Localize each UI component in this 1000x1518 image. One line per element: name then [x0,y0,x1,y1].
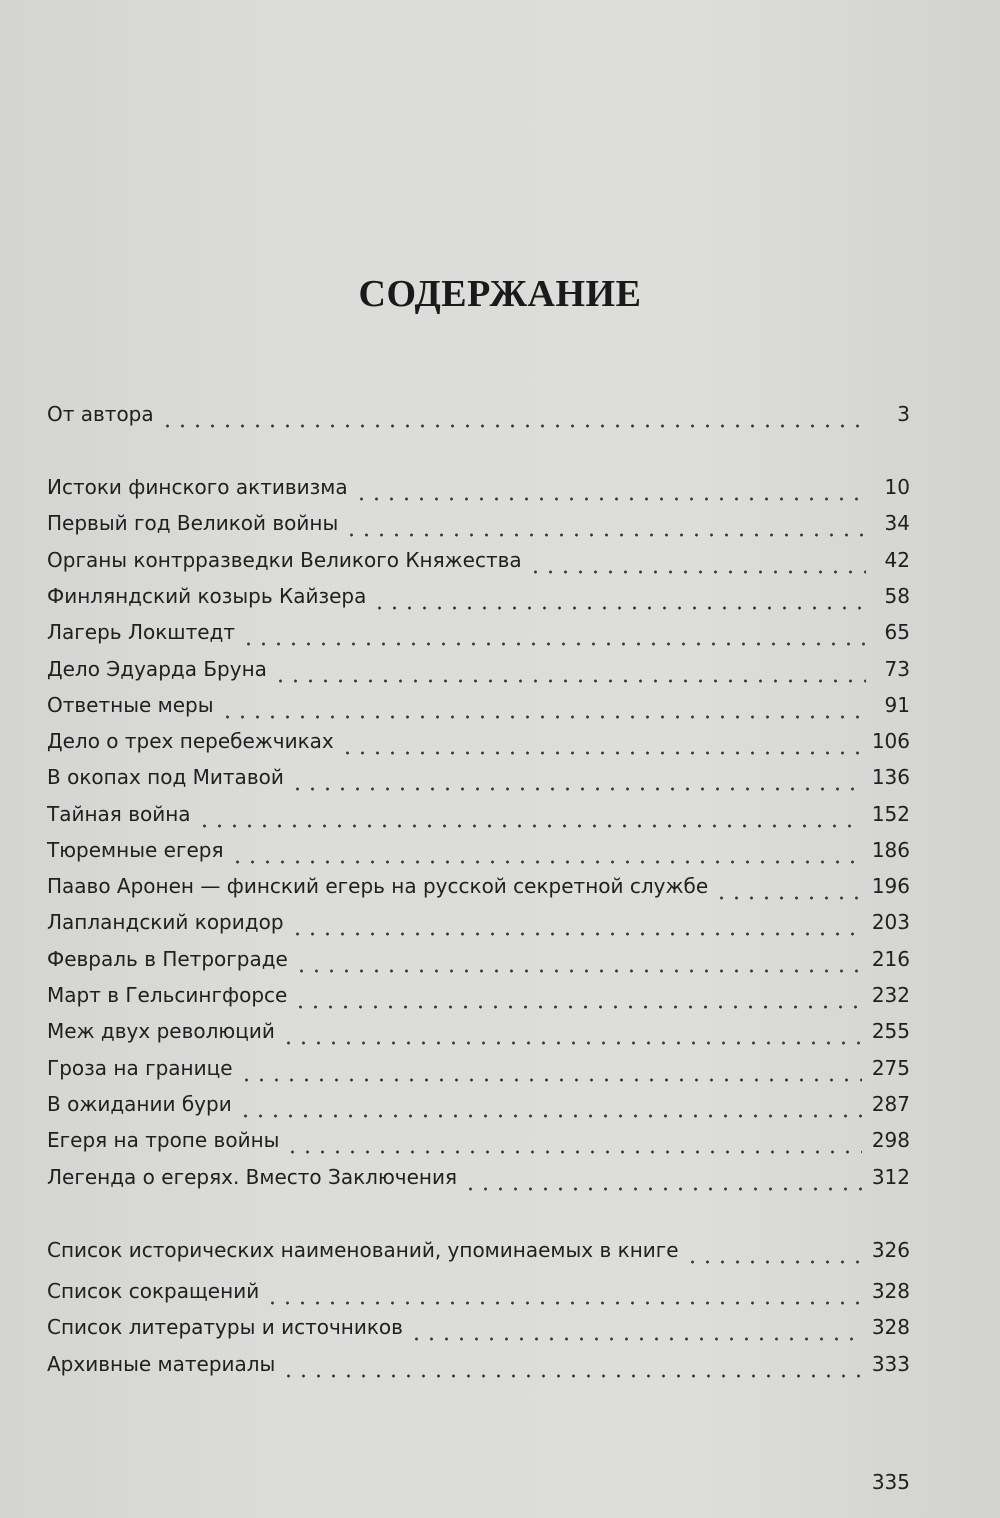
toc-entry-label: Истоки финского активизма [47,475,348,499]
dot-leader [160,424,866,428]
toc-entry-page: 58 [884,584,910,608]
toc-entry-label: Архивные материалы [47,1352,276,1376]
toc-entry-label: Ответные меры [47,693,214,717]
dot-leader [230,860,862,864]
toc-entry [47,584,910,618]
toc-entry-label: Тайная война [47,802,191,826]
dot-leader [344,533,866,537]
dot-leader [273,679,866,683]
toc-entry [47,693,910,727]
toc-entry [47,548,910,582]
toc-entry [47,947,910,981]
toc-entry-page: 65 [884,620,910,644]
dot-leader [685,1260,862,1264]
dot-leader [340,751,862,755]
toc-entry-label: Список литературы и источников [47,1315,403,1339]
toc-entry-page: 298 [871,1128,910,1152]
toc-entry-page: 203 [871,910,910,934]
toc-entry-page: 287 [871,1092,910,1116]
toc-entry-label: Список исторических наименований, упоминаемых в книге [47,1238,679,1262]
toc-entry [47,874,910,908]
toc-entry-page: 255 [871,1019,910,1043]
toc-entry [47,802,910,836]
toc-entry-label: Финляндский козырь Кайзера [47,584,367,608]
toc-entry-label: Гроза на границе [47,1056,233,1080]
dot-leader [354,497,866,501]
toc-entry-label: Март в Гельсингфорсе [47,983,288,1007]
toc-entry-label: Лагерь Локштедт [47,620,236,644]
toc-entry-page: 328 [871,1279,910,1303]
toc-entry-page: 42 [884,548,910,572]
toc-entry [47,1315,910,1349]
toc-entry [47,765,910,799]
toc-entry-label: От автора [47,402,154,426]
toc-entry-page: 3 [897,402,910,426]
toc-entry [47,1092,910,1126]
toc-entry-page: 186 [871,838,910,862]
dot-leader [281,1374,861,1378]
dot-leader [241,642,866,646]
toc-entry-label: Дело о трех перебежчиках [47,729,334,753]
toc-entry [47,475,910,509]
dot-leader [285,1150,861,1154]
toc-entry-label: Легенда о егерях. Вместо Заключения [47,1165,458,1189]
toc-entry-label: Органы контрразведки Великого Княжества [47,548,522,572]
toc-entry [47,1056,910,1090]
dot-leader [372,606,866,610]
toc-entry-label: Первый год Великой войны [47,511,339,535]
toc-entry-page: 136 [871,765,910,789]
toc-entry-page: 326 [871,1238,910,1262]
toc-entry-label: Меж двух революций [47,1019,275,1043]
toc-entry [47,1352,910,1386]
toc-entry [47,838,910,872]
page-number: 335 [871,1470,910,1494]
dot-leader [294,969,862,973]
toc-entry-page: 275 [871,1056,910,1080]
toc-entry-page: 34 [884,511,910,535]
toc-entry [47,1019,910,1053]
toc-entry-label: В окопах под Митавой [47,765,284,789]
toc-entry-page: 152 [871,802,910,826]
toc-entry-label: Егеря на тропе войны [47,1128,280,1152]
toc-entry-label: Список сокращений [47,1279,260,1303]
dot-leader [197,824,862,828]
dot-leader [463,1187,862,1191]
toc-entry-label: Пааво Аронен — финский егерь на русской секретной службе [47,874,709,898]
toc-entry-page: 196 [871,874,910,898]
toc-entry [47,620,910,654]
toc-entry-page: 232 [871,983,910,1007]
toc-entry [47,729,910,763]
dot-leader [290,787,862,791]
toc-entry-page: 328 [871,1315,910,1339]
page-title: СОДЕРЖАНИЕ [358,273,642,315]
toc-entry [47,511,910,545]
toc-entry-page: 73 [884,657,910,681]
toc-entry-label: Дело Эдуарда Бруна [47,657,267,681]
dot-leader [265,1301,862,1305]
toc-entry-page: 91 [884,693,910,717]
toc-entry-label: Февраль в Петрограде [47,947,288,971]
toc-entry-page: 216 [871,947,910,971]
toc-entry [47,910,910,944]
dot-leader [290,932,862,936]
toc-entry [47,1128,910,1162]
toc-entry-page: 106 [871,729,910,753]
dot-leader [528,570,866,574]
dot-leader [220,715,866,719]
toc-entry [47,402,910,436]
toc-entry-label: В ожидании бури [47,1092,232,1116]
toc-entry-label: Лапландский коридор [47,910,284,934]
dot-leader [281,1041,862,1045]
toc-entry [47,1279,910,1313]
toc-entry-page: 10 [884,475,910,499]
dot-leader [239,1078,862,1082]
dot-leader [293,1005,861,1009]
toc-entry-page: 333 [871,1352,910,1376]
toc-entry-page: 312 [871,1165,910,1189]
toc-entry-label: Тюремные егеря [47,838,224,862]
dot-leader [409,1337,862,1341]
toc-entry [47,1165,910,1199]
dot-leader [714,896,862,900]
toc-entry [47,983,910,1017]
toc-entry [47,1238,910,1272]
dot-leader [238,1114,862,1118]
toc-entry [47,657,910,691]
